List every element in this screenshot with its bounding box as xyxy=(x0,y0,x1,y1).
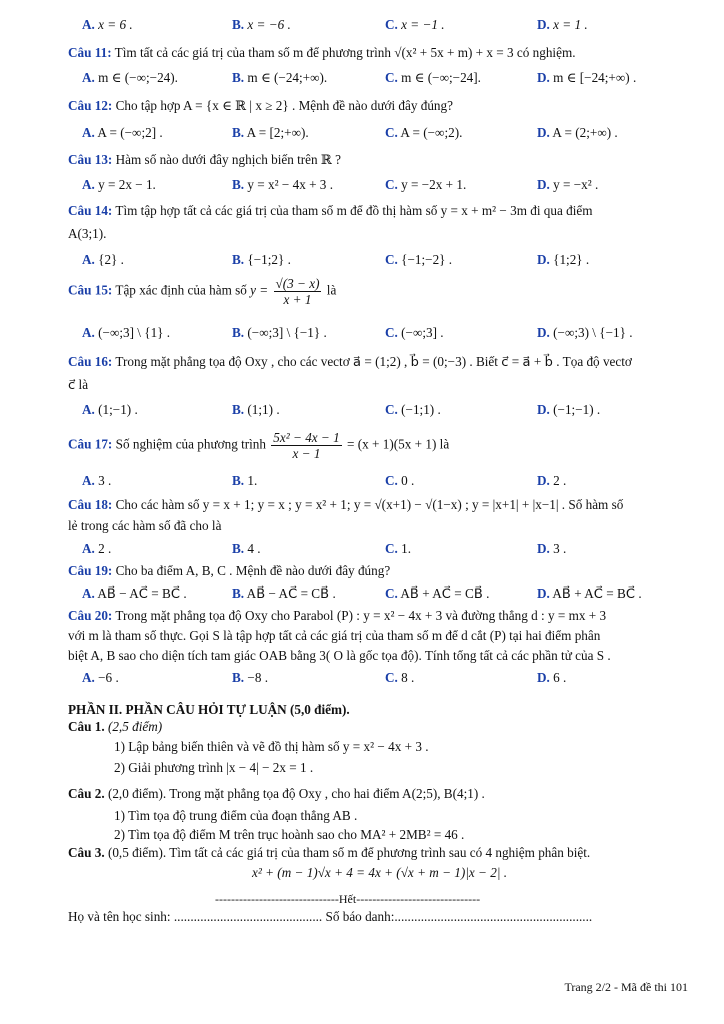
question-20: Câu 20: Trong mặt phẳng tọa độ Oxy cho Parabol (P) : y = x² − 4x + 3 và đường thẳng d : y = mx + 3 xyxy=(68,608,607,623)
option-d: y = −x² . xyxy=(553,177,599,192)
option-d: AB⃗ + AC⃗ = BC⃗ . xyxy=(552,586,642,601)
essay-1-part-1: 1) Lập bảng biến thiên và vẽ đồ thị hàm số y = x² − 4x + 3 . xyxy=(114,739,429,754)
question-20-cont2: biệt A, B sao cho diện tích tam giác OAB bằng 3( O là gốc tọa độ). Tính tổng tất cả các phần tử của S . xyxy=(68,648,611,663)
option-a: −6 . xyxy=(98,670,119,685)
option-d: {1;2} . xyxy=(553,252,590,267)
question-14: Câu 14: Tìm tập hợp tất cả các giá trị của tham số m để đồ thị hàm số y = x + m² − 3m đi qua điểm xyxy=(68,203,593,218)
option-b: 1. xyxy=(247,473,258,488)
option-c: x = −1 . xyxy=(401,17,445,32)
option-c: 1. xyxy=(401,541,412,556)
question-20-cont: với m là tham số thực. Gọi S là tập hợp tất cả các giá trị của tham số m để d cắt (P) tại hai điểm phân xyxy=(68,628,601,643)
option-b: (1;1) . xyxy=(247,402,280,417)
question-19: Câu 19: Cho ba điểm A, B, C . Mệnh đề nào dưới đây đúng? xyxy=(68,563,391,578)
option-a: 2 . xyxy=(98,541,112,556)
option-a: m ∈ (−∞;−24). xyxy=(98,70,178,85)
option-c: m ∈ (−∞;−24]. xyxy=(401,70,481,85)
option-d: 2 . xyxy=(553,473,567,488)
essay-question-2: Câu 2. (2,0 điểm). Trong mặt phẳng tọa độ Oxy , cho hai điểm A(2;5), B(4;1) . xyxy=(68,786,485,801)
page-footer: Trang 2/2 - Mã đề thi 101 xyxy=(564,980,688,994)
question-12: Câu 12: Cho tập hợp A = {x ∈ ℝ | x ≥ 2} . Mệnh đề nào dưới đây đúng? xyxy=(68,98,453,113)
question-16: Câu 16: Trong mặt phẳng tọa độ Oxy , cho các vectơ a⃗ = (1;2) , b⃗ = (0;−3) . Biết c⃗ = a⃗ + b⃗ . Tọa độ vectơ xyxy=(68,354,632,369)
option-b: {−1;2} . xyxy=(247,252,291,267)
fraction: $\frac{\text{5x² − 4x − 1}}{x - 1}$ xyxy=(273,430,340,461)
fraction: $\frac{√(3 - x)}{x + 1}$ xyxy=(275,276,320,307)
question-11: Câu 11: Tìm tất cả các giá trị của tham số m để phương trình √(x² + 5x + m) + x = 3 có nghiệm. xyxy=(68,45,576,60)
question-14-cont: A(3;1). xyxy=(68,226,107,241)
question-13: Câu 13: Hàm số nào dưới đây nghịch biến trên ℝ ? xyxy=(68,152,342,167)
question-15: Câu 15: Tập xác định của hàm số y = $\frac{√(3 - x)}{x + 1}$ là xyxy=(68,276,337,307)
option-b: A = [2;+∞). xyxy=(246,125,309,140)
option-d: (−1;−1) . xyxy=(553,402,601,417)
option-a: (−∞;3] \ {1} . xyxy=(98,325,171,340)
essay-1-part-2: 2) Giải phương trình |x − 4| − 2x = 1 . xyxy=(114,760,314,775)
option-a: {2} . xyxy=(98,252,124,267)
option-b: y = x² − 4x + 3 . xyxy=(247,177,333,192)
option-c: (−1;1) . xyxy=(401,402,441,417)
option-d: A = (2;+∞) . xyxy=(552,125,618,140)
question-18: Câu 18: Cho các hàm số y = x + 1; y = x ; y = x² + 1; y = √(x+1) − √(1−x) ; y = |x+1| + |x−1| . Số hàm số xyxy=(68,497,624,512)
exam-page: A. x = 6 . B. x = −6 . C. x = −1 . D. x = 1 . Câu 11: Tìm tất cả các giá trị của tham số m để phương trình √(x² + 5x + m) + x = 3 có nghiệm. A. m ∈ (−∞;−24). B. m ∈ (−24;+∞). C. m ∈ (−∞;−24]. D. m ∈ [−24;+∞) . Câu 12: Cho tập hợp A = {x ∈ ℝ | x ≥ 2} . Mệnh đề nào dưới đây đúng? A. A = (−∞;2] . B. A = [2;+∞). C. A = (−∞;2). D. A = (2;+∞) . Câu 13: Hàm số nào dưới đây nghịch biến trên ℝ ? A. y = 2x − 1. B. y = x² − 4x + 3 . C. y = −2x + 1. D. y = −x² . Câu 14: Tìm tập hợp tất cả các giá trị của tham số m để đồ thị hàm số y = x + m² − 3m đi qua điểm A(3;1). A. {2} . B. {−1;2} . C. {−1;−2} . D. {1;2} . Câu 15: Tập xác định của hàm số y = $\frac{√(3 - x)}{x + 1}$ là A. (−∞;3] \ {1} . B. (−∞;3] \ {−1} . C. (−∞;3] . D. (−∞;3) \ {−1} . Câu 16: Trong mặt phẳng tọa độ Oxy , cho các vectơ a⃗ = (1;2) , b⃗ = (0;−3) . Biết c⃗ = a⃗ + b⃗ . Tọa độ vectơ c⃗ là A. (1;−1) . B. (1;1) . C. (−1;1) . D. (−1;−1) . Câu 17: Số nghiệm của phương trình $\frac{\text{5x² − 4x − 1}}{x - 1}$ = (x + 1)(5x + 1) là A. 3 . B. 1. C. 0 . D. 2 . Câu 18: Cho các hàm số y = x + 1; y = x ; y = x² + 1; y = √(x+1) − √(1−x) ; y = |x+1| + |x−1| . Số hàm số lẻ trong các hàm số đã cho là A. 2 . B. 4 . C. 1. D. 3 . Câu 19: Cho ba điểm A, B, C . Mệnh đề nào dưới đây đúng? A. AB⃗ − AC⃗ = BC⃗ . B. AB⃗ − AC⃗ = CB⃗ . C. AB⃗ + AC⃗ = CB⃗ . D. AB⃗ + AC⃗ = BC⃗ . Câu 20: Trong mặt phẳng tọa độ Oxy cho Parabol (P) : y = x² − 4x + 3 và đường thẳng d : y = mx + 3 với m là tham số thực. Gọi S là tập hợp tất cả các giá trị của tham số m để d cắt (P) tại hai điểm phân biệt A, B sao cho diện tích tam giác OAB bằng 3( O là gốc tọa độ). Tính tổng tất cả các phần tử của S . A. −6 . B. −8 . C. 8 . D. 6 . PHẦN II. PHẦN CÂU HỎI TỰ LUẬN (5,0 điểm). Câu 1. (2,5 điểm) 1) Lập bảng biến thiên và vẽ đồ thị hàm số y = x² − 4x + 3 . 2) Giải phương trình |x − 4| − 2x = 1 . Câu 2. (2,0 điểm). Trong mặt phẳng tọa độ Oxy , cho hai điểm A(2;5), B(4;1) . 1) Tìm tọa độ trung điểm của đoạn thẳng AB . 2) Tìm tọa độ điểm M trên trục hoành sao cho MA² + 2MB² = 46 . Câu 3. (0,5 điểm). Tìm tất cả các giá trị của tham số m để phương trình sau có 4 nghiệm phân biệt. x² + (m − 1)√x + 4 = 4x + (√x + m − 1)|x − 2| . -------------------------------Hết------------------------------- Họ và tên học sinh: ............................................. Số báo danh:............................................................ Trang 2/2 - Mã đề thi 101 xyxy=(68,17,688,994)
option-a: x = 6 . xyxy=(98,17,133,32)
option-a: (1;−1) . xyxy=(98,402,138,417)
option-c: y = −2x + 1. xyxy=(401,177,467,192)
option-c: AB⃗ + AC⃗ = CB⃗ . xyxy=(400,586,490,601)
essay-2-part-1: 1) Tìm tọa độ trung điểm của đoạn thẳng AB . xyxy=(114,808,358,823)
option-c: 8 . xyxy=(401,670,415,685)
option-b: m ∈ (−24;+∞). xyxy=(247,70,328,85)
option-d: 3 . xyxy=(553,541,567,556)
section-title: PHẦN II. PHẦN CÂU HỎI TỰ LUẬN (5,0 điểm). xyxy=(68,702,350,717)
option-b: AB⃗ − AC⃗ = CB⃗ . xyxy=(246,586,336,601)
option-b: x = −6 . xyxy=(247,17,291,32)
essay-2-part-2: 2) Tìm tọa độ điểm M trên trục hoành sao cho MA² + 2MB² = 46 . xyxy=(114,827,465,842)
option-b: (−∞;3] \ {−1} . xyxy=(247,325,327,340)
option-c: A = (−∞;2). xyxy=(400,125,463,140)
option-d: 6 . xyxy=(553,670,567,685)
essay-question-3: Câu 3. (0,5 điểm). Tìm tất cả các giá trị của tham số m để phương trình sau có 4 nghiệm phân biệt. xyxy=(68,845,591,860)
option-b: −8 . xyxy=(247,670,269,685)
question-18-cont: lẻ trong các hàm số đã cho là xyxy=(68,518,222,533)
essay-question-1: Câu 1. (2,5 điểm) xyxy=(68,719,163,734)
option-d: m ∈ [−24;+∞) . xyxy=(553,70,637,85)
question-16-cont: c⃗ là xyxy=(68,377,89,392)
option-a: 3 . xyxy=(98,473,112,488)
option-a: AB⃗ − AC⃗ = BC⃗ . xyxy=(97,586,187,601)
option-a: A = (−∞;2] . xyxy=(97,125,163,140)
student-info-line: Họ và tên học sinh: ............................................. Số báo danh:............................................................ xyxy=(68,909,593,924)
question-17: Câu 17: Số nghiệm của phương trình $\frac{\text{5x² − 4x − 1}}{x - 1}$ = (x + 1)(5x + 1) là xyxy=(68,430,450,461)
option-c: {−1;−2} . xyxy=(401,252,453,267)
option-c: (−∞;3] . xyxy=(401,325,444,340)
essay-3-equation: x² + (m − 1)√x + 4 = 4x + (√x + m − 1)|x − 2| . xyxy=(252,865,508,880)
option-a: y = 2x − 1. xyxy=(98,177,156,192)
option-c: 0 . xyxy=(401,473,415,488)
option-d: (−∞;3) \ {−1} . xyxy=(553,325,633,340)
option-d: x = 1 . xyxy=(553,17,588,32)
end-marker: -------------------------------Hết------------------------------- xyxy=(215,892,481,906)
option-b: 4 . xyxy=(247,541,261,556)
